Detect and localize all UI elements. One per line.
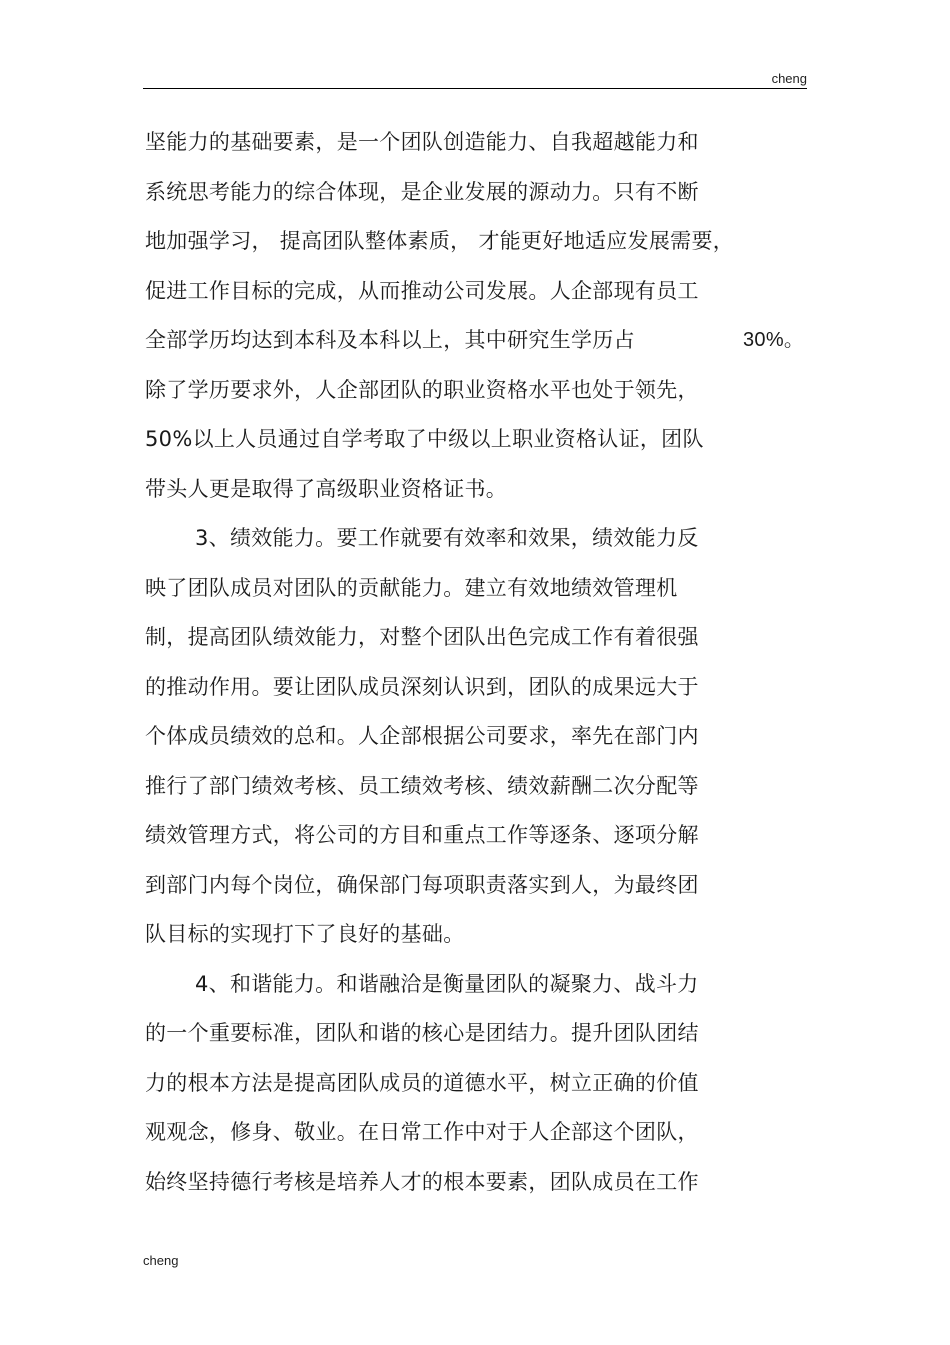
document-body bbox=[145, 118, 805, 1207]
text-line-with-percent bbox=[145, 316, 805, 366]
header-divider bbox=[143, 88, 807, 89]
text-line: 推行了部门绩效考核、员工绩效考核、绩效薪酬二次分配等 bbox=[145, 773, 699, 798]
text-line: 50%以上人员通过自学考取了中级以上职业资格认证，团队 bbox=[145, 427, 704, 451]
text-line: 的一个重要标准，团队和谐的核心是团结力。提升团队团结 bbox=[145, 1021, 699, 1045]
text-line: 映了团队成员对团队的贡献能力。建立有效地绩效管理机 bbox=[145, 575, 678, 600]
text-line: 地加强学习， 提高团队整体素质， 才能更好地适应发展需要， bbox=[145, 229, 735, 253]
text-line: 促进工作目标的完成，从而推动公司发展。人企部现有员工 bbox=[145, 278, 699, 303]
text-line: 系统思考能力的综合体现，是企业发展的源动力。只有不断 bbox=[145, 179, 699, 204]
text-line-content: 全部学历均达到本科及本科以上，其中研究生学历占 bbox=[145, 328, 635, 352]
section-heading-line: 4、和谐能力。和谐融洽是衡量团队的凝聚力、战斗力 bbox=[195, 971, 699, 996]
text-line: 坚能力的基础要素，是一个团队创造能力、自我超越能力和 bbox=[145, 130, 699, 154]
text-line: 到部门内每个岗位，确保部门每项职责落实到人，为最终团 bbox=[145, 872, 699, 897]
page-header: cheng bbox=[771, 71, 807, 86]
text-line: 个体成员绩效的总和。人企部根据公司要求，率先在部门内 bbox=[145, 724, 699, 748]
text-line: 队目标的实现打下了良好的基础。 bbox=[145, 922, 465, 946]
page-footer: cheng bbox=[143, 1253, 179, 1268]
text-line: 的推动作用。要让团队成员深刻认识到，团队的成果远大于 bbox=[145, 674, 699, 699]
text-line: 绩效管理方式，将公司的方目和重点工作等逐条、逐项分解 bbox=[145, 823, 699, 847]
text-line: 观观念，修身、敬业。在日常工作中对于人企部这个团队， bbox=[145, 1120, 699, 1144]
section-heading-line: 3、绩效能力。要工作就要有效率和效果，绩效能力反 bbox=[195, 526, 699, 550]
text-line: 除了学历要求外，人企部团队的职业资格水平也处于领先， bbox=[145, 377, 699, 402]
text-line: 始终坚持德行考核是培养人才的根本要素，团队成员在工作 bbox=[145, 1169, 699, 1194]
percent-value: 30%。 bbox=[743, 329, 805, 351]
text-line: 制，提高团队绩效能力，对整个团队出色完成工作有着很强 bbox=[145, 625, 699, 649]
text-line: 力的根本方法是提高团队成员的道德水平，树立正确的价值 bbox=[145, 1070, 699, 1095]
text-line: 带头人更是取得了高级职业资格证书。 bbox=[145, 476, 508, 501]
